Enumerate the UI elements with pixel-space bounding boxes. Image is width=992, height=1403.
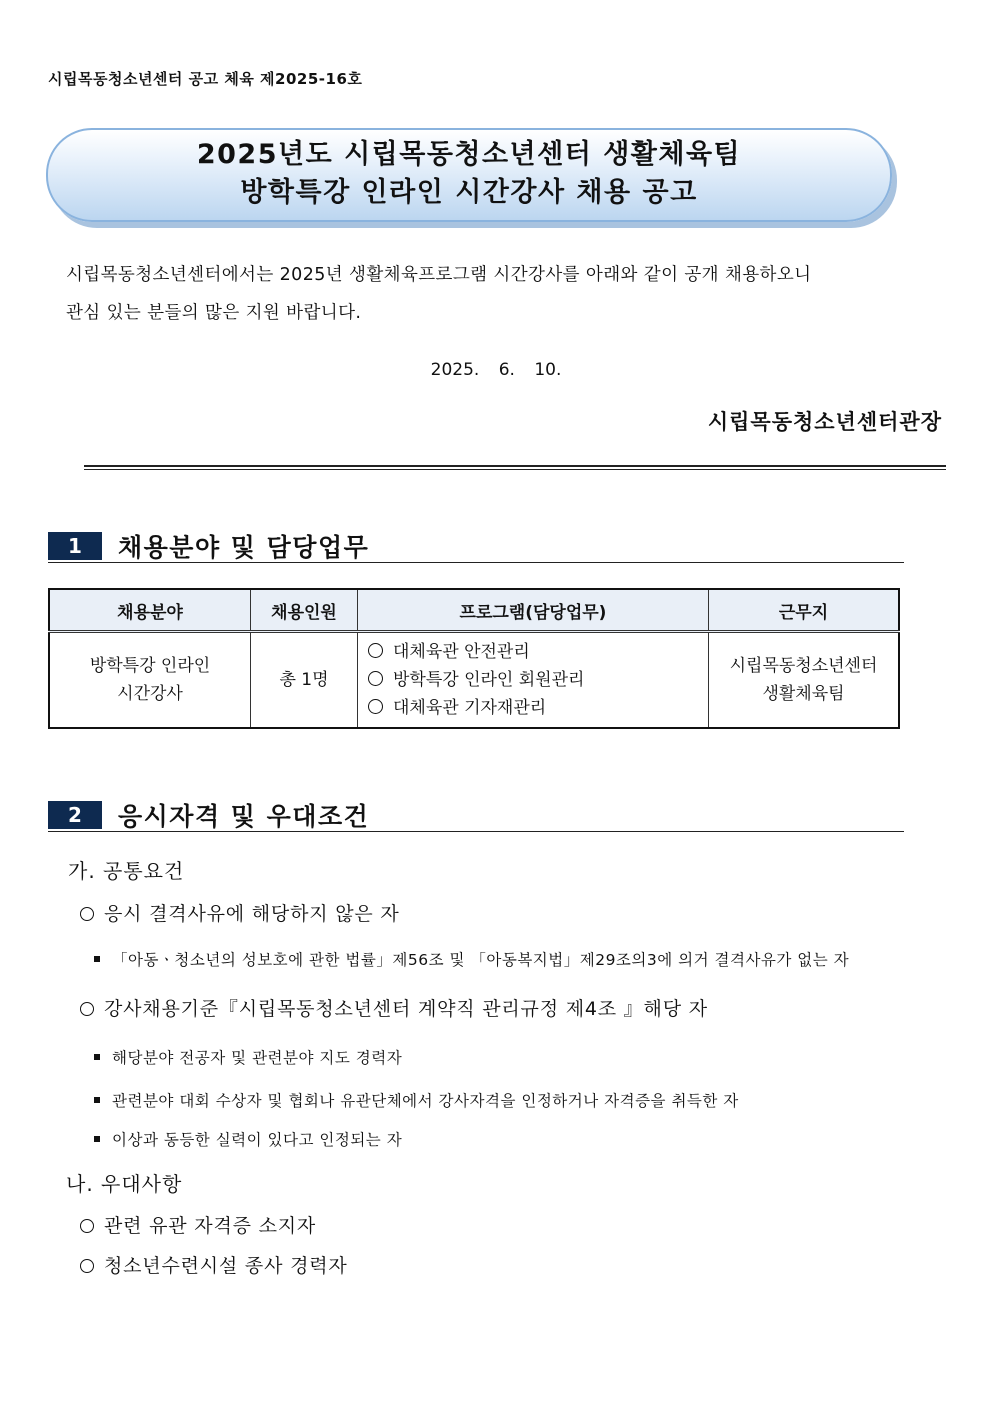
requirement-bullet-text: 관련분야 대회 수상자 및 협회나 유관단체에서 강사자격을 인정하거나 자격증을 취득한 자 [112, 1092, 739, 1110]
divider-thin [84, 469, 946, 470]
preference-item [80, 1211, 316, 1238]
title-line-1: 2025년도 시립목동청소년센터 생활체육팀 [196, 139, 742, 170]
intro-line-1: 시립목동청소년센터에서는 2025년 생활체육프로그램 시간강사를 아래와 같이 공개 채용하오니 [66, 265, 812, 285]
cell-duties [358, 632, 709, 728]
circle-bullet-icon [80, 1219, 94, 1233]
signer: 시립목동청소년센터관장 [707, 410, 942, 434]
circle-bullet-icon [80, 1259, 94, 1273]
circle-bullet-icon [80, 1002, 94, 1016]
preference-item [80, 1251, 348, 1278]
section-2-header [48, 799, 904, 832]
common-requirements-heading: 가. 공통요건 [68, 859, 185, 883]
field-line-2: 시간강사 [117, 683, 183, 704]
square-bullet-icon [94, 956, 100, 962]
intro-line-2: 관심 있는 분들의 많은 지원 바랍니다. [66, 303, 362, 323]
preference-item-text: 관련 유관 자격증 소지자 [104, 1215, 317, 1237]
requirement-item-1-text: 응시 결격사유에 해당하지 않은 자 [104, 903, 400, 925]
intro-paragraph [66, 256, 916, 332]
section-1-title: 채용분야 및 담당업무 [118, 533, 370, 562]
workplace-line-1: 시립목동청소년센터 [729, 655, 878, 676]
header-workplace: 근무지 [709, 589, 900, 632]
section-1-number: 1 [48, 532, 102, 560]
header-field: 채용분야 [49, 589, 251, 632]
square-bullet-icon [94, 1097, 100, 1103]
document-number: 시립목동청소년센터 공고 체육 제2025-16호 [48, 70, 363, 88]
square-bullet-icon [94, 1136, 100, 1142]
requirement-bullet [94, 1046, 402, 1068]
cell-headcount: 총 1명 [251, 632, 358, 728]
requirement-bullet [94, 1089, 739, 1111]
duty-text: 방학특강 인라인 회원관리 [393, 669, 585, 690]
requirement-item-2 [80, 994, 708, 1021]
duty-item [368, 638, 698, 666]
duty-item [368, 666, 698, 694]
table-header-row [49, 589, 899, 632]
preference-item-text: 청소년수련시설 종사 경력자 [104, 1255, 348, 1277]
header-program: 프로그램(담당업무) [358, 589, 709, 632]
requirement-item-2-text: 강사채용기준『시립목동청소년센터 계약직 관리규정 제4조 』해당 자 [104, 998, 708, 1020]
circle-bullet-icon [368, 671, 383, 686]
requirement-bullet [94, 948, 849, 970]
requirement-bullet-text: 이상과 동등한 실력이 있다고 인정되는 자 [112, 1131, 403, 1149]
cell-field [49, 632, 251, 728]
square-bullet-icon [94, 1054, 100, 1060]
duty-text: 대체육관 기자재관리 [393, 697, 547, 718]
section-2-title: 응시자격 및 우대조건 [118, 802, 370, 831]
section-2-number: 2 [48, 801, 102, 829]
announcement-date: 2025. 6. 10. [430, 360, 562, 380]
preference-heading: 나. 우대사항 [66, 1172, 183, 1196]
section-1-header [48, 530, 904, 563]
circle-bullet-icon [368, 699, 383, 714]
duty-text: 대체육관 안전관리 [393, 641, 530, 662]
workplace-line-2: 생활체육팀 [762, 683, 845, 704]
title-line-2: 방학특강 인라인 시간강사 채용 공고 [240, 177, 698, 208]
cell-workplace [709, 632, 900, 728]
recruitment-table [48, 588, 900, 729]
circle-bullet-icon [80, 907, 94, 921]
field-line-1: 방학특강 인라인 [89, 655, 211, 676]
header-headcount: 채용인원 [251, 589, 358, 632]
title-banner [46, 128, 892, 222]
duty-item [368, 694, 698, 722]
requirement-bullet [94, 1128, 402, 1150]
circle-bullet-icon [368, 643, 383, 658]
requirement-bullet-text: 「아동ㆍ청소년의 성보호에 관한 법률」제56조 및 「아동복지법」제29조의3에 의거 결격사유가 없는 자 [112, 951, 850, 969]
requirement-bullet-text: 해당분야 전공자 및 관련분야 지도 경력자 [112, 1049, 403, 1067]
divider-thick [84, 465, 946, 467]
table-row [49, 632, 899, 728]
requirement-item-1 [80, 899, 400, 926]
